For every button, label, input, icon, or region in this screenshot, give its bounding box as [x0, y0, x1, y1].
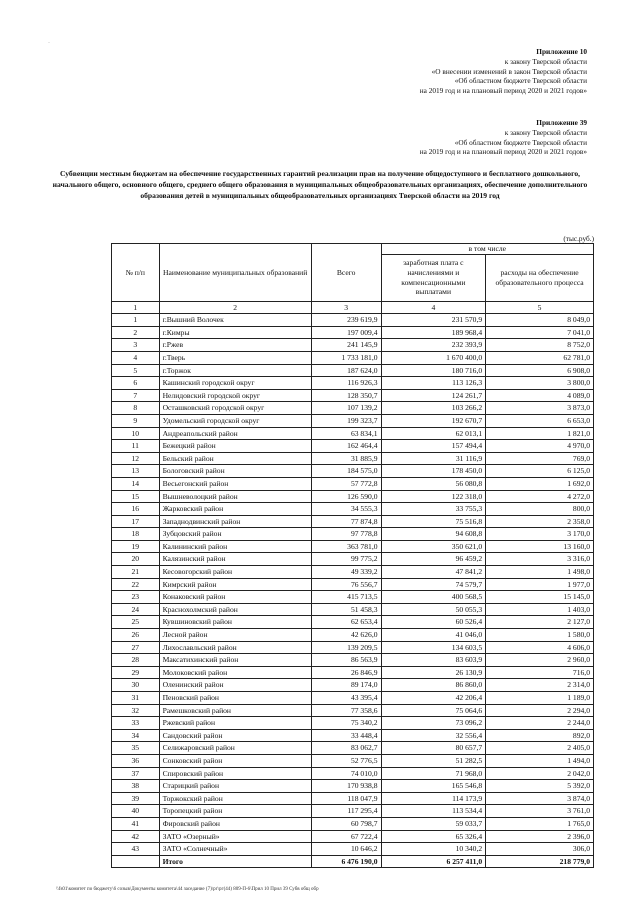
row-expenses: 62 781,0 [486, 351, 594, 364]
row-total: 1 733 181,0 [311, 351, 381, 364]
table-row [112, 540, 594, 553]
header-total: Всего [311, 244, 381, 302]
row-municipality: Кашинский городской округ [159, 377, 311, 390]
row-municipality: Лихославльский район [159, 641, 311, 654]
total-expenses: 218 779,0 [486, 855, 594, 868]
row-municipality: Калязинский район [159, 553, 311, 566]
row-total: 43 395,4 [311, 692, 381, 705]
row-municipality: г.Тверь [159, 351, 311, 364]
row-expenses: 2 396,0 [486, 830, 594, 843]
row-total: 67 722,4 [311, 830, 381, 843]
row-total: 241 145,9 [311, 339, 381, 352]
row-salary: 400 568,5 [381, 591, 486, 604]
row-salary: 26 130,9 [381, 666, 486, 679]
row-salary: 192 670,7 [381, 414, 486, 427]
row-number: 22 [112, 578, 160, 591]
row-number: 12 [112, 452, 160, 465]
row-municipality: Кувшиновский район [159, 616, 311, 629]
column-index: 1 [112, 301, 160, 314]
table-row [112, 440, 594, 453]
row-salary: 60 526,4 [381, 616, 486, 629]
header-number: № п/п [112, 244, 160, 302]
column-index: 2 [159, 301, 311, 314]
header-name: Наименование муниципальных образований [159, 244, 311, 302]
table-row [112, 704, 594, 717]
row-number: 38 [112, 780, 160, 793]
row-number: 23 [112, 591, 160, 604]
file-path-footer: \\fs01\комитет по бюджету\6 созыв\Документы комитета\44 заседание (7)\рг\рг(44) 809-П-6\Прил 10 Прил 39 Субв общ обр [56, 887, 319, 892]
row-expenses: 3 800,0 [486, 377, 594, 390]
header-expenses: расходы на обеспечение образовательного процесса [486, 254, 594, 301]
row-municipality: Калининский район [159, 540, 311, 553]
row-expenses: 769,0 [486, 452, 594, 465]
row-expenses: 3 761,0 [486, 805, 594, 818]
row-expenses: 8 752,0 [486, 339, 594, 352]
subsidy-table [111, 243, 594, 868]
table-row [112, 817, 594, 830]
row-salary: 62 013,1 [381, 427, 486, 440]
row-number: 14 [112, 477, 160, 490]
row-expenses: 4 089,0 [486, 389, 594, 402]
row-expenses: 3 874,0 [486, 792, 594, 805]
row-municipality: Зубцовский район [159, 528, 311, 541]
table-row [112, 389, 594, 402]
row-salary: 114 173,9 [381, 792, 486, 805]
total-label: Итого [159, 855, 311, 868]
table-row [112, 490, 594, 503]
row-number: 36 [112, 754, 160, 767]
row-number: 34 [112, 729, 160, 742]
row-salary: 33 755,3 [381, 503, 486, 516]
table-row [112, 754, 594, 767]
row-expenses: 6 653,0 [486, 414, 594, 427]
table-row [112, 780, 594, 793]
table-row [112, 377, 594, 390]
row-total: 83 062,7 [311, 742, 381, 755]
row-number: 42 [112, 830, 160, 843]
row-salary: 75 064,6 [381, 704, 486, 717]
row-municipality: Максатихинский район [159, 654, 311, 667]
row-total: 116 926,3 [311, 377, 381, 390]
row-municipality: Оленинский район [159, 679, 311, 692]
row-expenses: 716,0 [486, 666, 594, 679]
row-total: 97 778,8 [311, 528, 381, 541]
row-total: 63 834,1 [311, 427, 381, 440]
row-expenses: 6 125,0 [486, 465, 594, 478]
row-expenses: 2 314,0 [486, 679, 594, 692]
row-municipality: Весьегонский район [159, 477, 311, 490]
row-total: 34 555,3 [311, 503, 381, 516]
row-expenses: 13 160,0 [486, 540, 594, 553]
row-salary: 83 603,9 [381, 654, 486, 667]
table-row [112, 427, 594, 440]
table-row [112, 414, 594, 427]
row-municipality: Осташковский городской округ [159, 402, 311, 415]
row-municipality: Сандовский район [159, 729, 311, 742]
appendix-39-heading: Приложение 39 [536, 118, 587, 127]
row-expenses: 1 580,0 [486, 629, 594, 642]
row-expenses: 2 294,0 [486, 704, 594, 717]
row-municipality: Бологовский район [159, 465, 311, 478]
table-row [112, 830, 594, 843]
row-number: 11 [112, 440, 160, 453]
row-total: 86 563,9 [311, 654, 381, 667]
row-number: 25 [112, 616, 160, 629]
row-salary: 31 116,9 [381, 452, 486, 465]
row-expenses: 2 127,0 [486, 616, 594, 629]
row-municipality: Рамешковский район [159, 704, 311, 717]
row-salary: 32 556,4 [381, 729, 486, 742]
appendix-10-block [420, 47, 587, 96]
row-total: 187 624,0 [311, 364, 381, 377]
row-expenses: 800,0 [486, 503, 594, 516]
row-total: 49 339,2 [311, 566, 381, 579]
table-row [112, 465, 594, 478]
table-row [112, 792, 594, 805]
row-municipality: г.Кимры [159, 326, 311, 339]
row-number: 41 [112, 817, 160, 830]
table-row [112, 767, 594, 780]
row-number: 27 [112, 641, 160, 654]
row-salary: 50 055,3 [381, 603, 486, 616]
row-total: 52 776,5 [311, 754, 381, 767]
total-sum: 6 476 190,0 [311, 855, 381, 868]
row-municipality: ЗАТО «Озерный» [159, 830, 311, 843]
appendix-39-line: «Об областном бюджете Тверской области [454, 137, 587, 147]
table-row [112, 351, 594, 364]
row-total: 117 295,4 [311, 805, 381, 818]
table-row [112, 591, 594, 604]
row-municipality: Пеновский район [159, 692, 311, 705]
row-number: 13 [112, 465, 160, 478]
row-municipality: Спировский район [159, 767, 311, 780]
row-salary: 165 546,8 [381, 780, 486, 793]
row-municipality: Западнодвинский район [159, 515, 311, 528]
row-salary: 231 570,9 [381, 314, 486, 327]
row-number: 8 [112, 402, 160, 415]
row-expenses: 3 873,0 [486, 402, 594, 415]
row-salary: 103 266,2 [381, 402, 486, 415]
row-municipality: Жарковский район [159, 503, 311, 516]
table-row [112, 503, 594, 516]
row-total: 75 340,2 [311, 717, 381, 730]
row-salary: 75 516,8 [381, 515, 486, 528]
table-row [112, 679, 594, 692]
row-municipality: Краснохолмский район [159, 603, 311, 616]
row-salary: 42 206,4 [381, 692, 486, 705]
row-number: 19 [112, 540, 160, 553]
row-expenses: 6 908,0 [486, 364, 594, 377]
row-salary: 189 968,4 [381, 326, 486, 339]
row-expenses: 306,0 [486, 843, 594, 856]
row-number: 28 [112, 654, 160, 667]
row-salary: 80 657,7 [381, 742, 486, 755]
row-total: 184 575,0 [311, 465, 381, 478]
appendix-39-block [420, 118, 587, 157]
row-expenses: 4 606,0 [486, 641, 594, 654]
table-row [112, 314, 594, 327]
row-municipality: г.Торжок [159, 364, 311, 377]
row-municipality: г.Вышний Волочек [159, 314, 311, 327]
row-total: 128 350,7 [311, 389, 381, 402]
row-expenses: 892,0 [486, 729, 594, 742]
row-number: 39 [112, 792, 160, 805]
row-municipality: Селижаровский район [159, 742, 311, 755]
table-row [112, 629, 594, 642]
row-number: 31 [112, 692, 160, 705]
row-number: 40 [112, 805, 160, 818]
row-municipality: Ржевский район [159, 717, 311, 730]
row-municipality: Сонковский район [159, 754, 311, 767]
row-total: 31 885,9 [311, 452, 381, 465]
row-number: 1 [112, 314, 160, 327]
table-row [112, 528, 594, 541]
table-row [112, 666, 594, 679]
row-number: 32 [112, 704, 160, 717]
row-salary: 232 393,9 [381, 339, 486, 352]
header-including: в том числе [381, 244, 593, 255]
row-total: 107 139,2 [311, 402, 381, 415]
row-number: 16 [112, 503, 160, 516]
row-expenses: 1 189,0 [486, 692, 594, 705]
row-salary: 122 318,0 [381, 490, 486, 503]
row-number: 30 [112, 679, 160, 692]
row-expenses: 2 405,0 [486, 742, 594, 755]
row-expenses: 3 170,0 [486, 528, 594, 541]
row-expenses: 1 403,0 [486, 603, 594, 616]
row-expenses: 2 358,0 [486, 515, 594, 528]
row-number: 3 [112, 339, 160, 352]
appendix-39-line: к закону Тверской области [504, 127, 587, 137]
appendix-10-line: «Об областном бюджете Тверской области [454, 76, 587, 86]
row-municipality: Конаковский район [159, 591, 311, 604]
row-salary: 134 603,5 [381, 641, 486, 654]
column-index: 3 [311, 301, 381, 314]
table-row [112, 326, 594, 339]
row-expenses: 3 316,0 [486, 553, 594, 566]
row-expenses: 7 041,0 [486, 326, 594, 339]
row-total: 199 323,7 [311, 414, 381, 427]
row-municipality: Бежецкий район [159, 440, 311, 453]
table-row [112, 515, 594, 528]
appendix-39-line: на 2019 год и на плановый период 2020 и 2021 годов» [419, 147, 587, 157]
row-municipality: ЗАТО «Солнечный» [159, 843, 311, 856]
row-salary: 113 126,3 [381, 377, 486, 390]
row-salary: 86 860,0 [381, 679, 486, 692]
row-number: 6 [112, 377, 160, 390]
row-expenses: 2 042,0 [486, 767, 594, 780]
row-total: 10 646,2 [311, 843, 381, 856]
row-expenses: 8 049,0 [486, 314, 594, 327]
row-total: 62 653,4 [311, 616, 381, 629]
table-row [112, 729, 594, 742]
row-municipality: г.Ржев [159, 339, 311, 352]
row-expenses: 15 145,0 [486, 591, 594, 604]
row-total: 42 626,0 [311, 629, 381, 642]
row-salary: 180 716,0 [381, 364, 486, 377]
row-salary: 56 080,8 [381, 477, 486, 490]
appendix-10-line: «О внесении изменений в закон Тверской области [431, 66, 587, 76]
row-salary: 71 968,0 [381, 767, 486, 780]
appendix-10-line: к закону Тверской области [504, 56, 587, 66]
row-salary: 73 096,2 [381, 717, 486, 730]
row-salary: 350 621,0 [381, 540, 486, 553]
row-number: 4 [112, 351, 160, 364]
row-number: 24 [112, 603, 160, 616]
table-row [112, 641, 594, 654]
row-total: 60 798,7 [311, 817, 381, 830]
row-total: 99 775,2 [311, 553, 381, 566]
row-municipality: Торопецкий район [159, 805, 311, 818]
row-number: 29 [112, 666, 160, 679]
row-expenses: 1 498,0 [486, 566, 594, 579]
row-total: 170 938,8 [311, 780, 381, 793]
table-row [112, 477, 594, 490]
row-expenses: 1 765,0 [486, 817, 594, 830]
row-number: 21 [112, 566, 160, 579]
row-number: 2 [112, 326, 160, 339]
row-municipality: Нелидовский городской округ [159, 389, 311, 402]
table-row [112, 452, 594, 465]
row-total: 139 209,5 [311, 641, 381, 654]
table-row [112, 616, 594, 629]
row-salary: 1 670 400,0 [381, 351, 486, 364]
row-salary: 157 494,4 [381, 440, 486, 453]
units-label: (тыс.руб.) [563, 234, 594, 243]
row-total: 77 874,8 [311, 515, 381, 528]
table-row [112, 578, 594, 591]
row-total: 89 174,0 [311, 679, 381, 692]
scan-mark: – [48, 39, 50, 44]
row-total: 363 781,0 [311, 540, 381, 553]
column-index-row [112, 301, 594, 314]
row-number: 43 [112, 843, 160, 856]
row-municipality: Лесной район [159, 629, 311, 642]
row-municipality: Андреапольский район [159, 427, 311, 440]
row-number: 26 [112, 629, 160, 642]
row-salary: 178 450,0 [381, 465, 486, 478]
column-index: 5 [486, 301, 594, 314]
row-salary: 65 326,4 [381, 830, 486, 843]
table-row [112, 692, 594, 705]
appendix-10-heading: Приложение 10 [536, 47, 587, 56]
row-municipality: Молоковский район [159, 666, 311, 679]
row-number: 7 [112, 389, 160, 402]
table-row [112, 843, 594, 856]
table-row [112, 553, 594, 566]
row-total: 33 448,4 [311, 729, 381, 742]
row-number: 33 [112, 717, 160, 730]
table-row [112, 402, 594, 415]
row-expenses: 5 392,0 [486, 780, 594, 793]
row-municipality: Бельский район [159, 452, 311, 465]
total-salary: 6 257 411,0 [381, 855, 486, 868]
table-row [112, 742, 594, 755]
row-total: 77 358,6 [311, 704, 381, 717]
row-expenses: 4 970,0 [486, 440, 594, 453]
row-total: 76 556,7 [311, 578, 381, 591]
row-salary: 113 534,4 [381, 805, 486, 818]
table-row [112, 654, 594, 667]
row-salary: 59 033,7 [381, 817, 486, 830]
total-row [112, 855, 594, 868]
row-municipality: Фировский район [159, 817, 311, 830]
row-total: 57 772,8 [311, 477, 381, 490]
row-salary: 47 841,2 [381, 566, 486, 579]
row-number: 15 [112, 490, 160, 503]
header-salary: заработная плата с начислениями и компенсационными выплатами [381, 254, 486, 301]
row-salary: 96 459,2 [381, 553, 486, 566]
row-number: 18 [112, 528, 160, 541]
row-number: 10 [112, 427, 160, 440]
row-number: 35 [112, 742, 160, 755]
row-municipality: Вышневолоцкий район [159, 490, 311, 503]
row-number: 37 [112, 767, 160, 780]
row-municipality: Старицкий район [159, 780, 311, 793]
table-row [112, 364, 594, 377]
row-salary: 10 340,2 [381, 843, 486, 856]
row-expenses: 4 272,0 [486, 490, 594, 503]
row-total: 162 464,4 [311, 440, 381, 453]
row-expenses: 1 692,0 [486, 477, 594, 490]
row-salary: 124 261,7 [381, 389, 486, 402]
row-municipality: Торжокский район [159, 792, 311, 805]
row-total: 126 590,0 [311, 490, 381, 503]
table-row [112, 566, 594, 579]
row-total: 415 713,5 [311, 591, 381, 604]
row-total: 51 458,3 [311, 603, 381, 616]
row-total: 118 047,9 [311, 792, 381, 805]
row-municipality: Кесовогорский район [159, 566, 311, 579]
row-salary: 41 046,0 [381, 629, 486, 642]
row-expenses: 1 494,0 [486, 754, 594, 767]
row-salary: 51 282,5 [381, 754, 486, 767]
document-title: Субвенции местным бюджетам на обеспечение государственных гарантий реализации прав на получение общедоступного и бесплатного дошкольного, начального общего, основного общего, среднего общего образования в муниципальных общеобразовательных организациях, обеспечение дополнительного образования детей в муниципальных общеобразовательных организациях Тверской области на 2019 год [52, 169, 588, 200]
column-index: 4 [381, 301, 486, 314]
row-salary: 74 579,7 [381, 578, 486, 591]
row-number: 20 [112, 553, 160, 566]
row-number: 5 [112, 364, 160, 377]
row-expenses: 1 821,0 [486, 427, 594, 440]
row-number: 9 [112, 414, 160, 427]
row-total: 239 619,9 [311, 314, 381, 327]
table-row [112, 805, 594, 818]
row-expenses: 2 244,0 [486, 717, 594, 730]
row-expenses: 2 960,0 [486, 654, 594, 667]
total-number [112, 855, 160, 868]
row-municipality: Удомельский городской округ [159, 414, 311, 427]
table-row [112, 339, 594, 352]
row-salary: 94 608,8 [381, 528, 486, 541]
row-total: 26 846,9 [311, 666, 381, 679]
appendix-10-line: на 2019 год и на плановый период 2020 и 2021 годов» [419, 86, 587, 96]
table-row [112, 603, 594, 616]
row-number: 17 [112, 515, 160, 528]
row-municipality: Кимрский район [159, 578, 311, 591]
row-total: 74 010,0 [311, 767, 381, 780]
row-total: 197 009,4 [311, 326, 381, 339]
row-expenses: 1 977,0 [486, 578, 594, 591]
table-row [112, 717, 594, 730]
